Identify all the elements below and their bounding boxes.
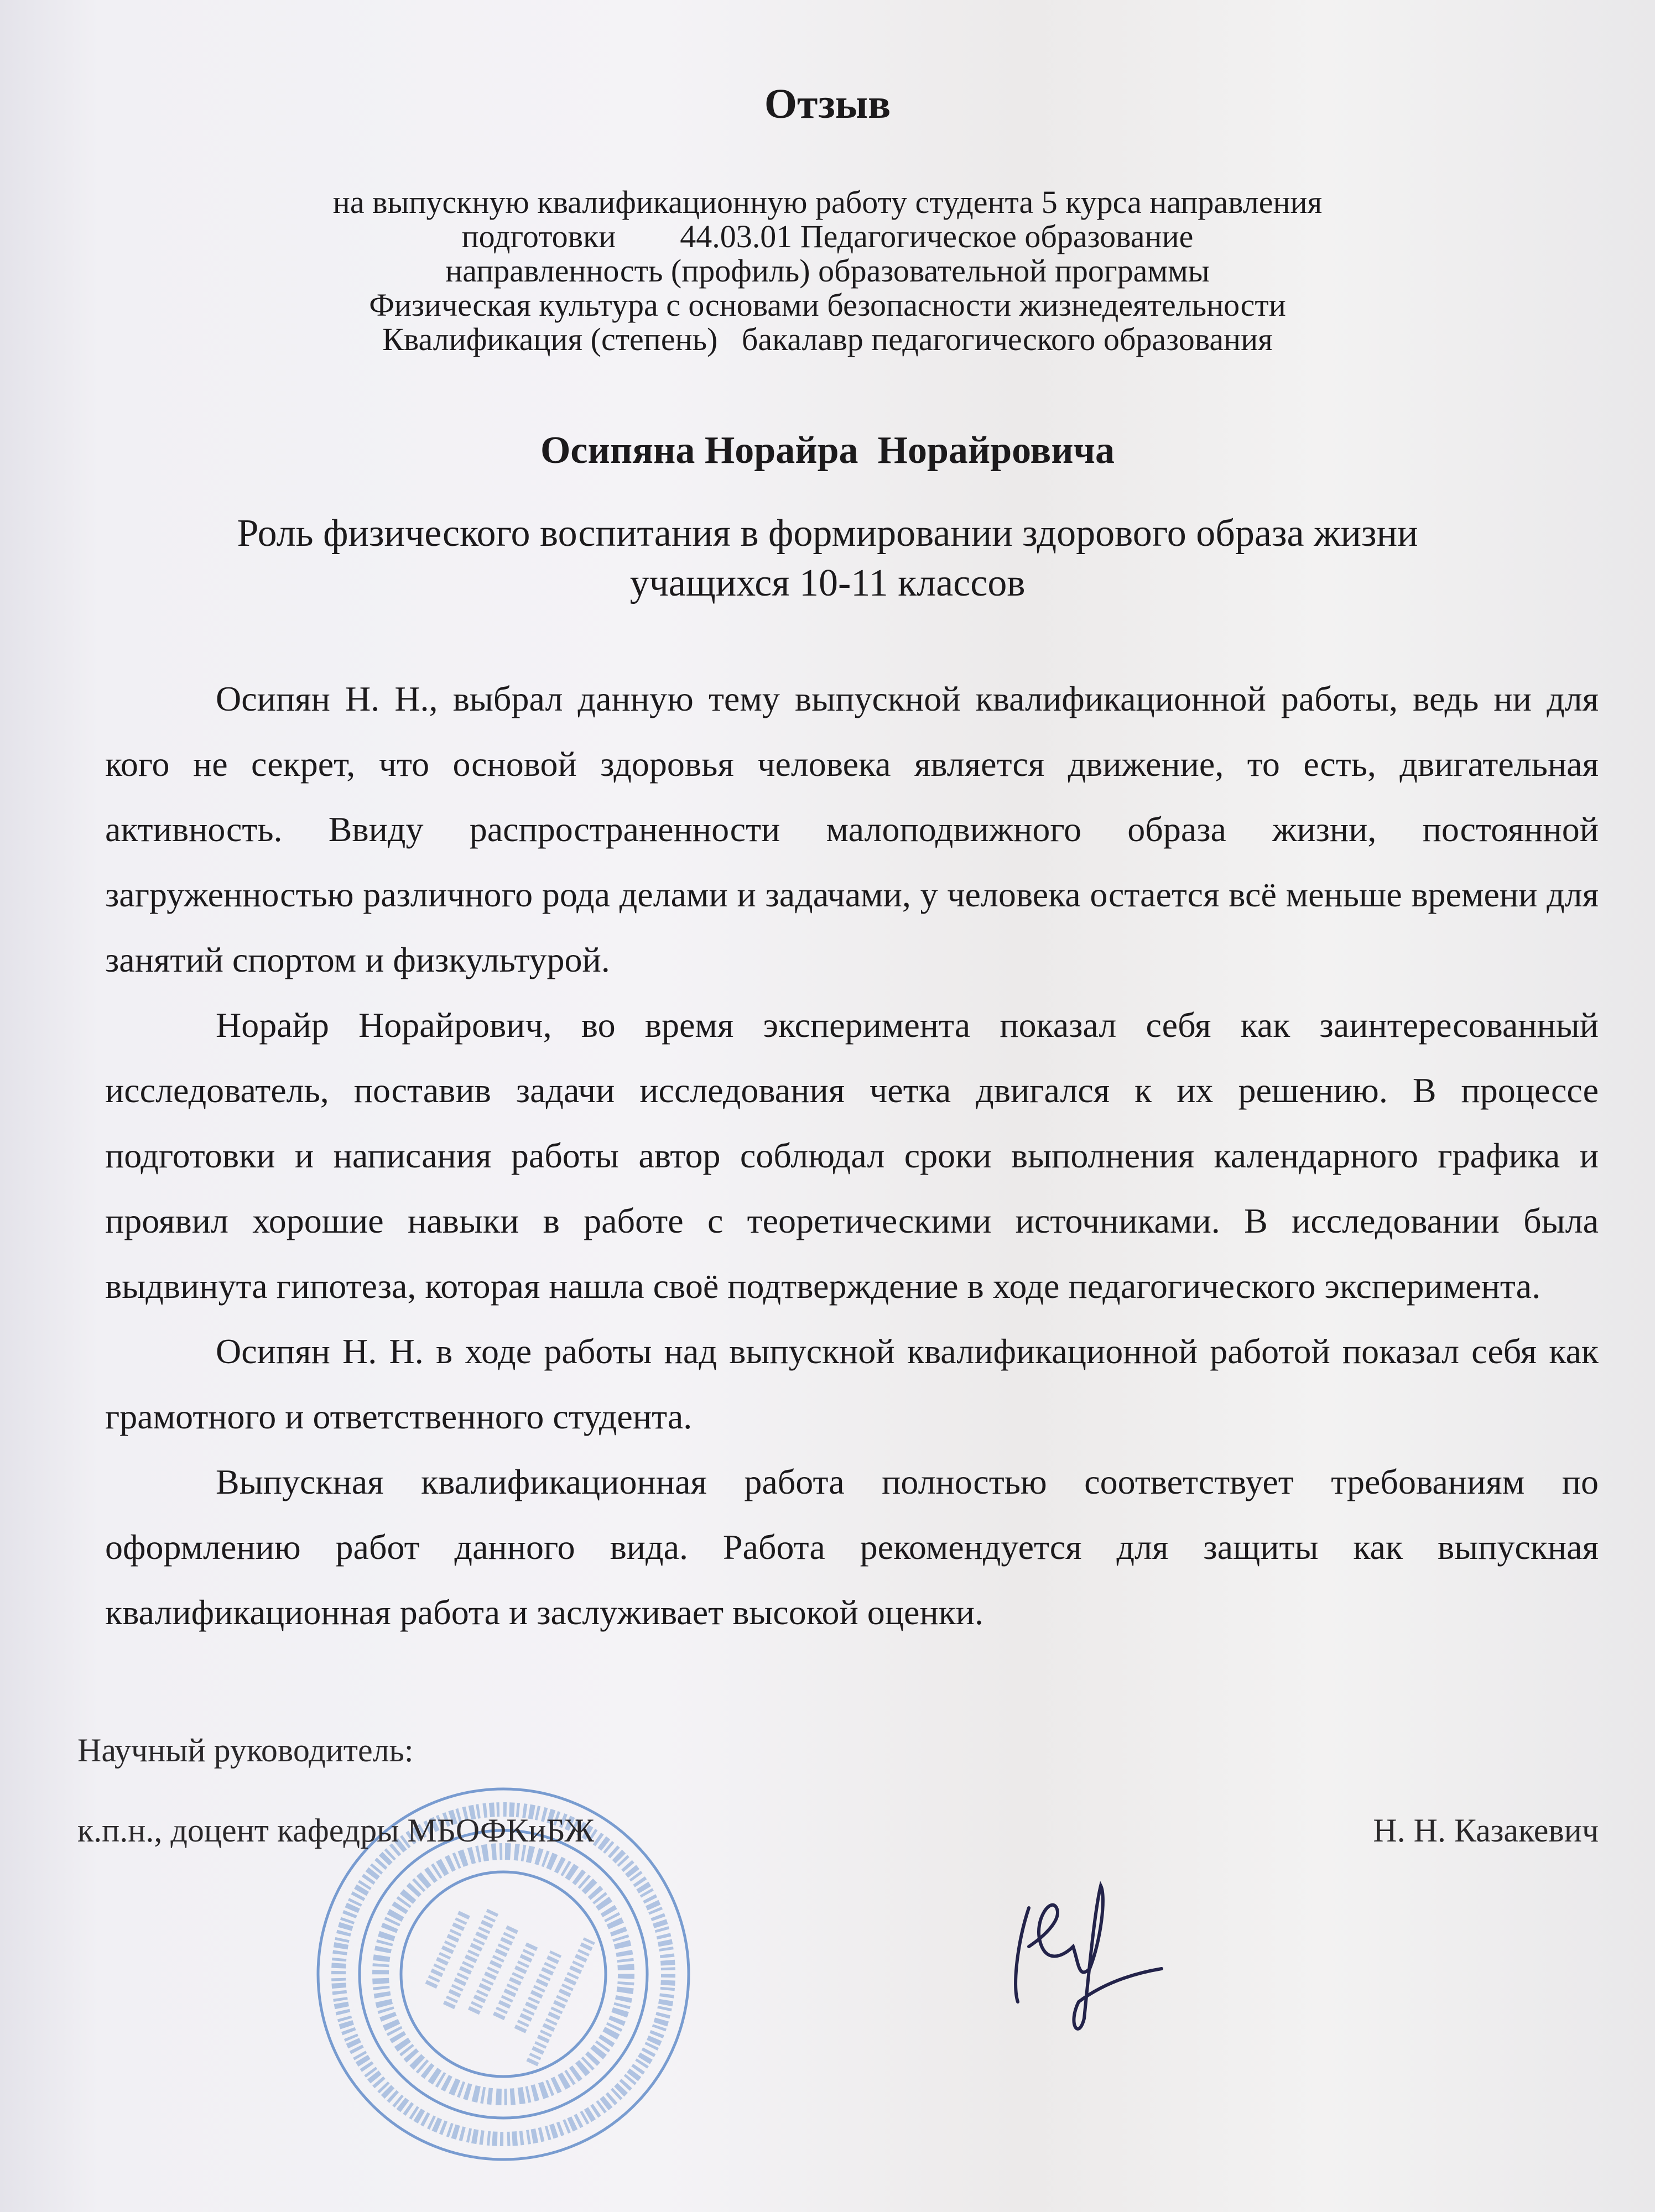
student-name: Осипяна Норайра Норайровича [540, 429, 1115, 472]
topic-line: учащихся 10-11 классов [629, 562, 1026, 604]
document-title: Отзыв [764, 81, 891, 127]
topic-line: Роль физического воспитания в формировании здорового образа жизни [237, 512, 1418, 555]
paragraph: Осипян Н. Н., выбрал данную тему выпускной квалификационной работы, ведь ни для кого не секрет, что основой здоровья человека является движение, то есть, двигательная активность. Ввиду распространенности малоподвижного образа жизни, постоянной загруженностью различного рода делами и задачами, у человека остается всё меньше времени для занятий спортом и физкультурой. [105, 679, 1599, 979]
document-body [77, 666, 1599, 1853]
paragraph: Осипян Н. Н. в ходе работы над выпускной квалификационной работой показал себя как грамотного и ответственного студента. [105, 1332, 1599, 1436]
paragraph: Выпускная квалификационная работа полностью соответствует требованиям по оформлению работ данного вида. Работа рекомендуется для защиты как выпускная квалификационная работа и заслуживает высокой оценки. [105, 1462, 1599, 1632]
signature-block [77, 1728, 1599, 1853]
header-line: на выпускную квалификационную работу студента 5 курса направления [332, 184, 1323, 220]
supervisor-role: Научный руководитель: [77, 1732, 414, 1768]
paragraph: Норайр Норайрович, во время эксперимента показал себя как заинтересованный исследователь, поставив задачи исследования четка двигался к их решению. В процессе подготовки и написания работы автор соблюдал сроки выполнения календарного графика и проявил хорошие навыки в работе с теоретическими источниками. В исследовании была выдвинута гипотеза, которая нашла своё подтверждение в ходе педагогического эксперимента. [105, 1005, 1599, 1306]
supervisor-position: к.п.н., доцент кафедры МБОФКиБЖ [77, 1812, 595, 1849]
header-line: Физическая культура с основами безопасности жизнедеятельности [369, 287, 1286, 323]
handwritten-signature [996, 1875, 1195, 2041]
header-line: направленность (профиль) образовательной программы [445, 253, 1210, 289]
supervisor-name: Н. Н. Казакевич [1373, 1812, 1599, 1849]
header-line: подготовки 44.03.01 Педагогическое образование [461, 218, 1194, 254]
header-line: Квалификация (степень) бакалавр педагогического образования [382, 321, 1273, 357]
